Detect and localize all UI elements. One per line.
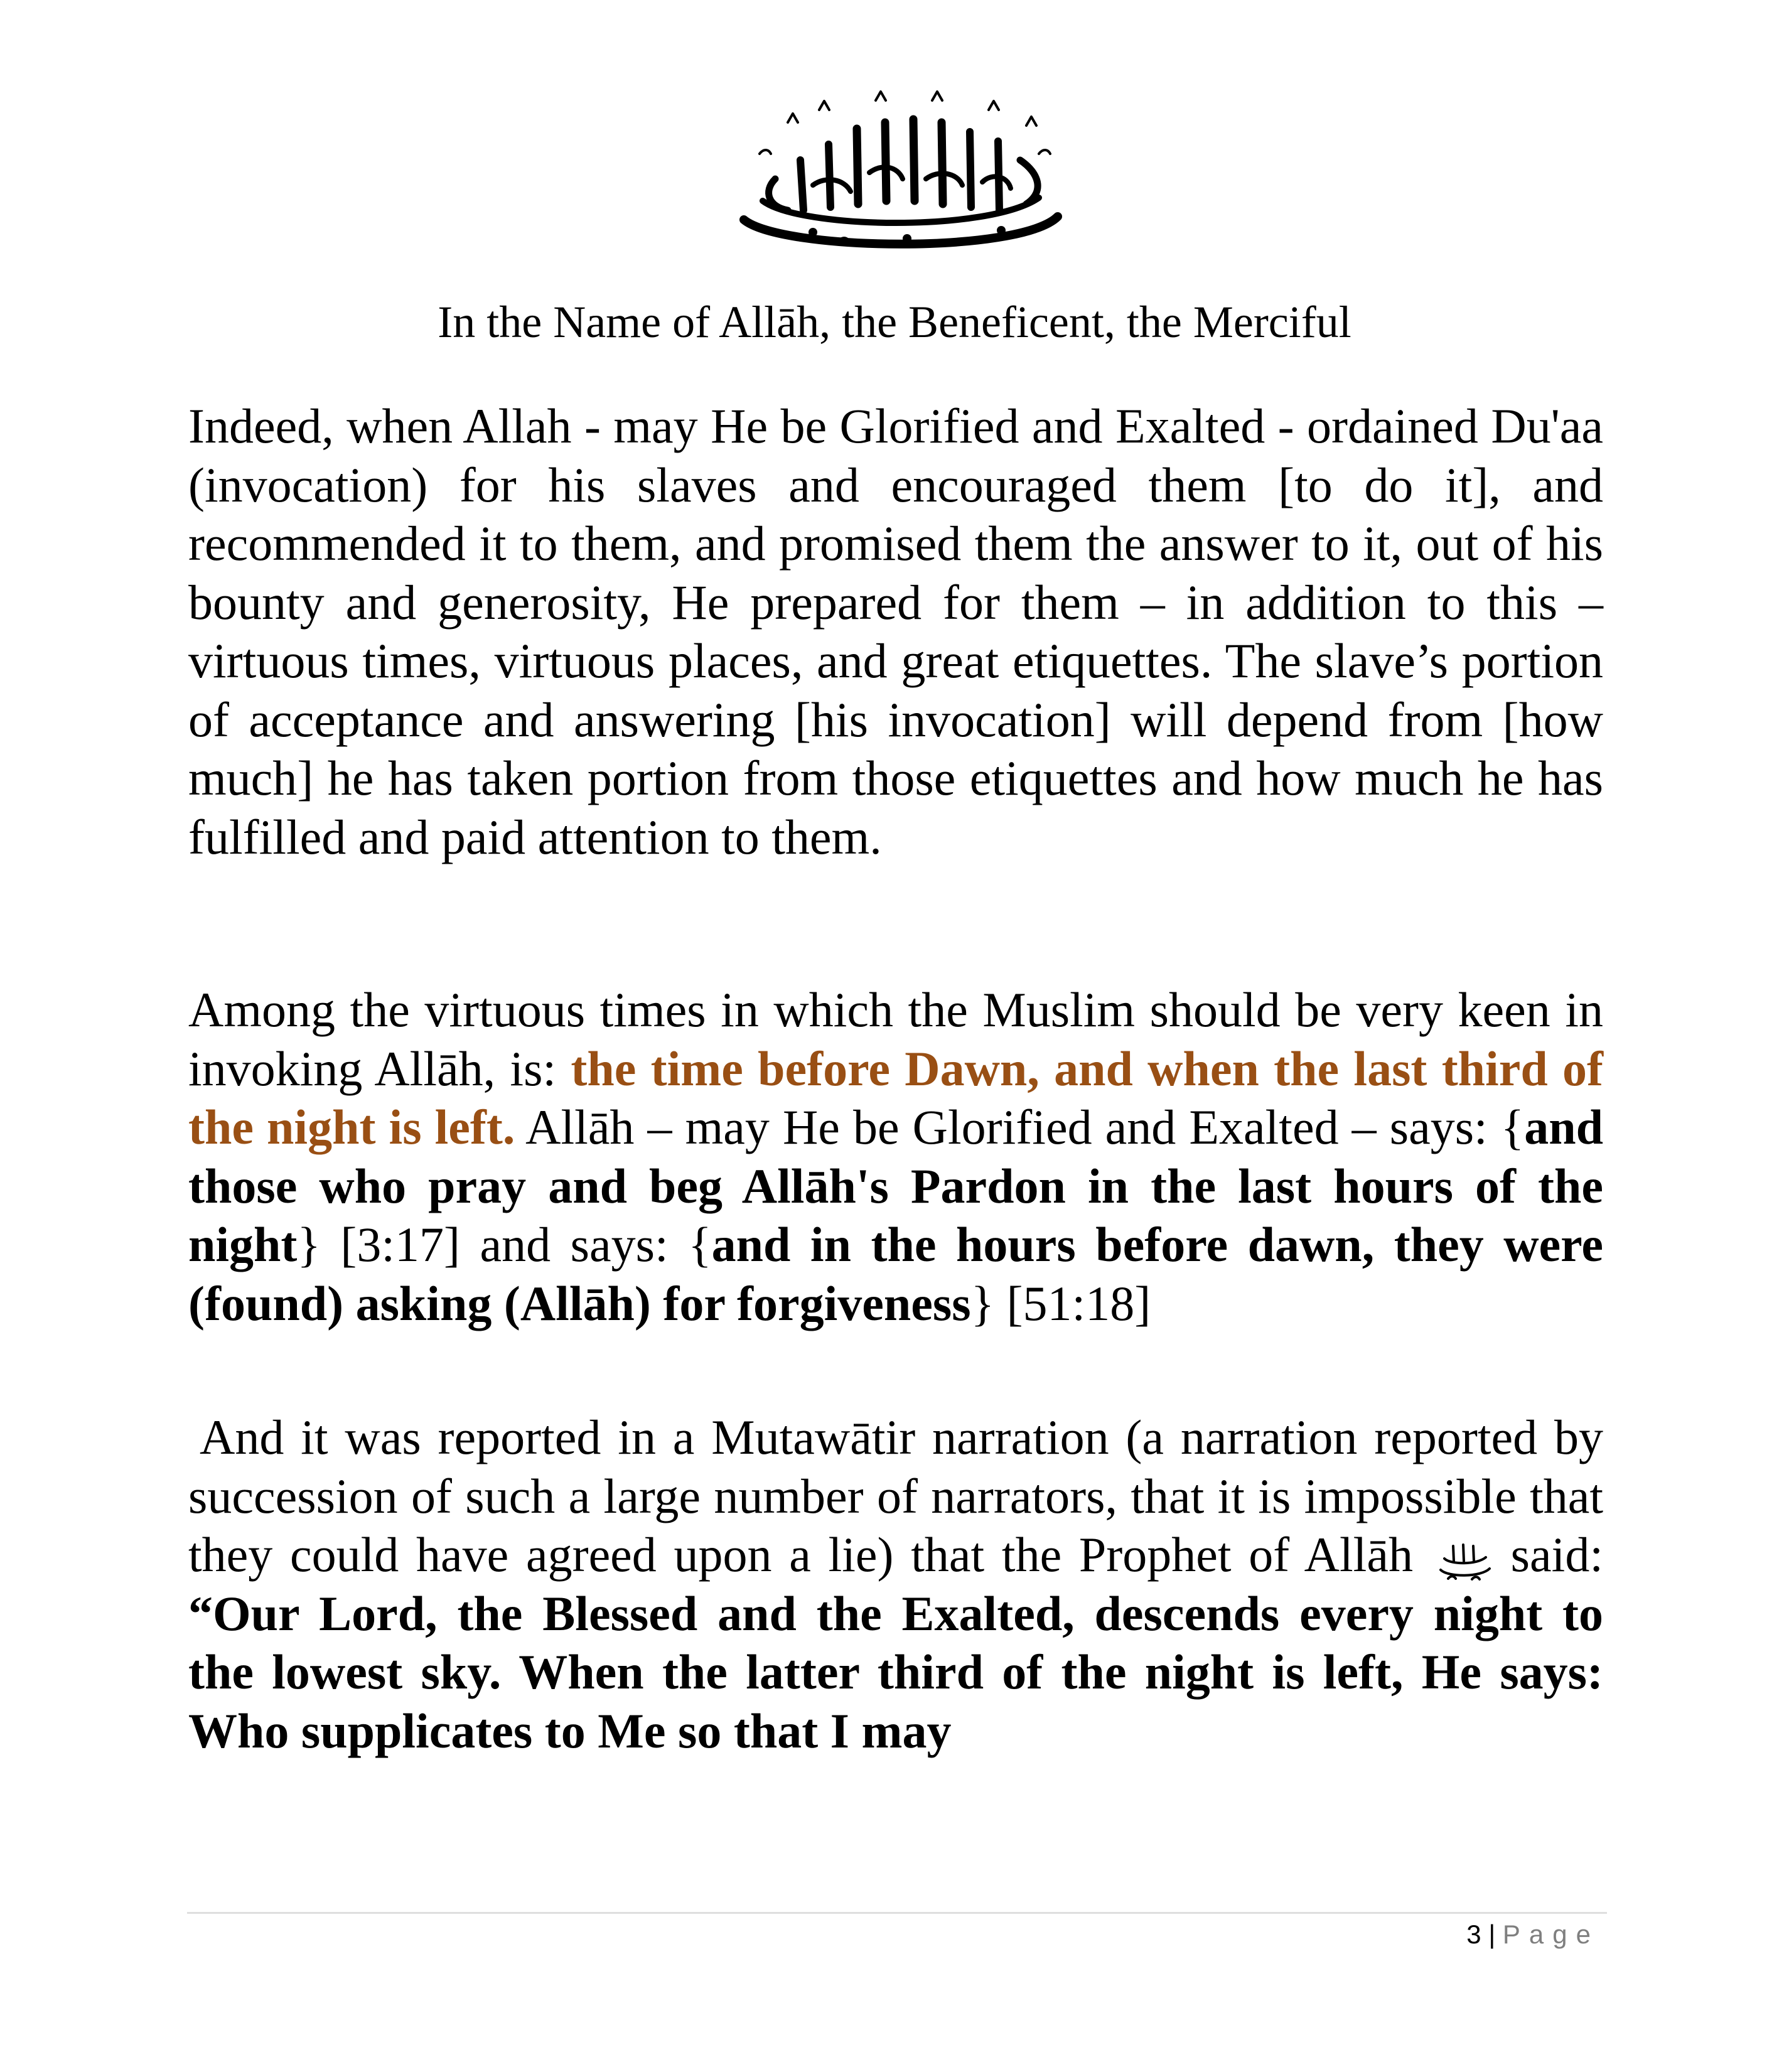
page-number: 3 [1466,1919,1481,1949]
footer-divider [187,1912,1607,1914]
page-label: Page [1502,1919,1599,1949]
quran-quote-3-17: and those who pray and beg Allāh's Pardon in the last hours of the night [188,1100,1603,1272]
paragraph-3-intro: And it was reported in a Mutawātir narration (a narration reported by succession of such a large number of narrators, that it is impossible that they could have agreed upon a lie) that the Prophet of Allāh [188,1410,1603,1582]
basmala-translation: In the Name of Allāh, the Beneficent, the Merciful [438,297,1351,347]
hadith-quote: “Our Lord, the Blessed and the Exalted, descends every night to the lowest sky. When the latter third of the night is left, He says: Who supplicates to Me so that I may [188,1586,1603,1758]
paragraph-1: Indeed, when Allah - may He be Glorified and Exalted - ordained Du'aa (invocation) for his slaves and encouraged them [to do it], and recommended it to them, and promised them the answer to it, out of his bounty and generosity, He prepared for them – in addition to this – virtuous times, virtuous places, and great etiquettes. The slave’s portion of acceptance and answering [his invocation] will depend from [how much] he has taken portion from those etiquettes and how much he has fulfilled and paid attention to them. [188,399,1603,864]
quran-quote-51-18: and in the hours before dawn, they were (found) asking (Allāh) for forgiveness [188,1217,1603,1331]
paragraph-3-said: said: [1493,1527,1603,1582]
footer-separator: | [1481,1919,1503,1949]
paragraph-3 [188,1408,1603,1760]
paragraph-2-intro: Among the virtuous times in which the Muslim should be very keen in invoking Allāh, is: [188,982,1603,1096]
paragraph-2 [188,980,1603,1333]
salawat-ligature-icon [1424,1538,1482,1582]
reference-51-18: } [51:18] [970,1275,1151,1331]
basmala-calligraphy-icon [725,85,1077,264]
highlighted-phrase: the time before Dawn, and when the last third of the night is left. [188,1041,1603,1154]
page-footer [1466,1916,1599,1953]
paragraph-2-mid: Allāh – may He be Glorified and Exalted – says: { [515,1100,1525,1154]
reference-3-17: } [3:17] and says: { [297,1217,712,1272]
